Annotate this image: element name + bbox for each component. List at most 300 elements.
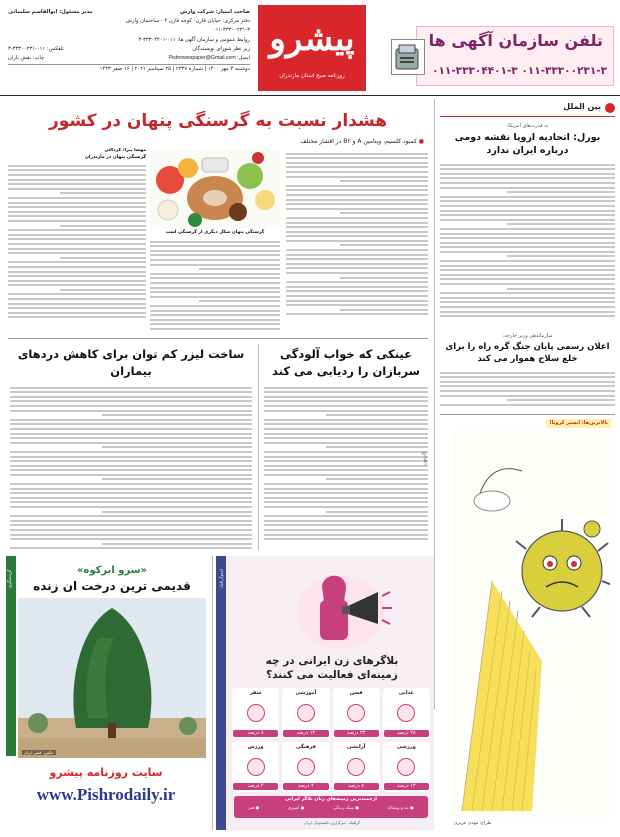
text-line — [8, 266, 146, 268]
text-line — [286, 157, 428, 159]
text-line — [150, 305, 280, 307]
text-line — [440, 283, 615, 285]
infographic-footer-item: ● مد و پوشاک — [387, 805, 414, 811]
text-line — [326, 511, 428, 513]
text-line — [440, 390, 615, 392]
text-line — [264, 506, 428, 508]
infographic-cell-value: ۲۳ درصد — [334, 730, 379, 737]
text-line — [440, 315, 615, 317]
text-line — [340, 180, 428, 182]
text-line — [150, 323, 280, 325]
infographic-cell — [282, 742, 329, 793]
text-line — [440, 395, 615, 397]
woman-megaphone-illustration — [286, 562, 396, 650]
infographic-side-label: اینفوگرافیک — [218, 568, 224, 589]
text-line — [286, 286, 428, 288]
text-line — [286, 162, 428, 164]
text-line — [440, 177, 615, 179]
text-line — [10, 474, 252, 476]
glasses-headline: عینکی که خواب آلودگی سربازان را ردیابی می کند — [272, 347, 420, 378]
infographic-cell — [383, 742, 430, 793]
laser-body-text — [10, 384, 252, 552]
text-line — [150, 277, 280, 279]
text-line — [10, 396, 252, 398]
license-holder: صاحب امتیاز: شرکت وارش — [180, 9, 250, 15]
text-line — [150, 291, 280, 293]
text-line — [286, 240, 428, 242]
text-line — [10, 520, 252, 522]
office-phone: ۰۱۱-۳۳۳۰۰۲۳۱-۳ — [212, 27, 250, 34]
infographic-cell-label: فرهنگی — [295, 743, 316, 750]
print-label: زیر نظر شورای نویسندگان — [192, 45, 250, 52]
text-line — [8, 179, 146, 181]
fax: تلفکس: ۰۱۱-۳۳۳۰۰۲۳۱-۳ — [8, 45, 64, 52]
text-line — [286, 171, 428, 173]
text-line — [8, 271, 146, 273]
cartoon-heading: بالاترین‌ها: ایشتر کرونا! — [546, 419, 611, 428]
cypress-side-bar — [6, 556, 16, 756]
text-line — [440, 311, 615, 313]
printer: چاپ: نقش باران — [8, 55, 45, 62]
category-icon — [297, 704, 315, 722]
text-line — [10, 465, 252, 467]
text-line — [440, 269, 615, 271]
text-line — [10, 405, 252, 407]
infographic-cell-value: ۴ درصد — [283, 783, 328, 790]
text-line — [8, 243, 146, 245]
text-line — [102, 446, 252, 448]
website-link[interactable]: www.Pishrodaily.ir — [36, 785, 176, 804]
text-line — [10, 400, 252, 402]
text-line — [440, 173, 615, 175]
email: ایمیل: Pishrowespaper@Gmail.com — [168, 55, 250, 62]
infographic-box — [216, 556, 434, 830]
infographic-cell-value: ۲۸ درصد — [384, 730, 429, 737]
bullet-icon: ● — [418, 138, 424, 145]
infographic-footer-item: ● هنر — [248, 805, 260, 811]
infographic-cell — [333, 688, 380, 739]
infographic-footer-item: ● آشپزی — [287, 805, 305, 811]
text-line — [264, 469, 428, 471]
infographic-cell-value: ۱۲ درصد — [283, 730, 328, 737]
infographic-cell-label: ورزشی — [396, 743, 416, 750]
text-line — [102, 478, 252, 480]
text-line — [150, 296, 280, 298]
ad-phone-box — [416, 26, 614, 86]
text-line — [440, 200, 615, 202]
intl-kicker-2: سازماندهی وزیر خارجه: — [502, 333, 553, 339]
food-image-caption: گرسنگی پنهان شکل دیگری از گرسنگی است — [165, 230, 265, 235]
intl-body — [440, 161, 615, 329]
text-line — [150, 245, 280, 247]
intl-headline: بورل: اتحادیه اروپا نقشه دومی درباره ایران ندارد — [454, 132, 601, 156]
text-line — [8, 165, 146, 167]
text-line — [264, 419, 428, 421]
text-line — [440, 242, 615, 244]
text-line — [264, 391, 428, 393]
text-line — [440, 196, 615, 198]
infographic-source: گرافیک: خبرگزاری دانشجویان ایران — [303, 820, 361, 825]
infographic-cell-label: ورزش — [247, 743, 264, 750]
text-line — [264, 474, 428, 476]
text-line — [286, 194, 428, 196]
text-line — [440, 233, 615, 235]
main-subheadline-text: کمبود کلسیم، ویتامین A و B۲ در اقشار مختلف — [300, 138, 417, 145]
text-line — [8, 252, 146, 254]
text-line — [10, 501, 252, 503]
logo — [258, 5, 366, 91]
text-line — [264, 400, 428, 402]
text-line — [60, 192, 146, 194]
text-line — [199, 268, 280, 270]
category-icon — [347, 758, 365, 776]
category-icon — [397, 758, 415, 776]
category-icon — [247, 758, 265, 776]
main-body-left — [8, 148, 146, 334]
text-line — [264, 534, 428, 536]
infographic-cell-label: سفر — [249, 690, 262, 696]
cartoon-image — [452, 431, 610, 817]
text-line — [150, 310, 280, 312]
text-line — [286, 185, 428, 187]
infographic-footer-heading: ارجمندترین زمینه‌های زنان بلاگر ایرانی — [285, 797, 377, 802]
text-line — [10, 410, 252, 412]
text-line — [286, 249, 428, 251]
text-line — [8, 174, 146, 176]
text-line — [286, 203, 428, 205]
text-line — [8, 183, 146, 185]
text-line — [8, 280, 146, 282]
main-headline: هشدار نسبت به گرسنگی پنهان در کشور — [48, 111, 388, 131]
text-line — [8, 215, 146, 217]
text-line — [286, 272, 428, 274]
intl-headline-2: اعلان رسمی پایان جنگ گره راه را برای خلع سلاح هموار می کند — [445, 342, 610, 364]
text-line — [264, 456, 428, 458]
text-line — [440, 237, 615, 239]
text-line — [440, 164, 615, 166]
text-line — [264, 442, 428, 444]
phone-icon — [391, 39, 425, 75]
text-line — [10, 524, 252, 526]
main-body-right — [286, 150, 428, 334]
text-line — [264, 460, 428, 462]
text-line — [440, 301, 615, 303]
text-line — [10, 419, 252, 421]
author-note: مهسا پیرا: کردکلی — [104, 148, 146, 153]
text-line — [286, 258, 428, 260]
text-line — [264, 492, 428, 494]
text-line — [264, 483, 428, 485]
text-line — [150, 273, 280, 275]
text-line — [10, 483, 252, 485]
text-line — [102, 414, 252, 416]
text-line — [286, 263, 428, 265]
text-line — [340, 309, 428, 311]
intl-column — [440, 99, 615, 409]
category-icon — [347, 704, 365, 722]
text-line — [150, 250, 280, 252]
text-line — [440, 187, 615, 189]
column-rule — [434, 99, 435, 709]
text-line — [326, 414, 428, 416]
cartoon-credit: طراح: مهدی عزیزی — [454, 820, 492, 826]
text-line — [60, 225, 146, 227]
infographic-cell-label: فشن — [349, 690, 363, 696]
cartoon-box — [421, 414, 615, 829]
main-body-text — [8, 162, 146, 334]
text-line — [286, 217, 428, 219]
text-line — [507, 288, 616, 290]
text-line — [10, 442, 252, 444]
text-line — [150, 264, 280, 266]
text-line — [507, 255, 616, 257]
laser-body — [10, 384, 252, 552]
text-line — [8, 169, 146, 171]
infographic-footer-items — [234, 805, 428, 811]
text-line — [150, 328, 280, 330]
text-line — [286, 153, 428, 155]
text-line — [286, 176, 428, 178]
text-line — [326, 446, 428, 448]
section-rule — [8, 338, 428, 339]
text-line — [286, 235, 428, 237]
cypress-headline-1: «سرو ابرکوه» — [76, 565, 148, 576]
text-line — [264, 520, 428, 522]
text-line — [264, 396, 428, 398]
infographic-cell — [232, 742, 279, 793]
text-line — [264, 433, 428, 435]
infographic-cell — [333, 742, 380, 793]
text-line — [340, 212, 428, 214]
text-line — [440, 246, 615, 248]
text-line — [286, 295, 428, 297]
text-line — [102, 511, 252, 513]
text-line — [286, 290, 428, 292]
text-line — [60, 257, 146, 259]
cypress-box — [6, 556, 206, 830]
text-line — [8, 229, 146, 231]
infographic-footer-item: ● سبک زندگی — [333, 805, 359, 811]
text-line — [264, 387, 428, 389]
text-line — [264, 515, 428, 517]
cypress-photo — [18, 598, 206, 758]
text-line — [440, 381, 615, 383]
text-line — [150, 241, 280, 243]
text-line — [440, 214, 615, 216]
text-line — [340, 277, 428, 279]
text-line — [8, 248, 146, 250]
text-line — [10, 387, 252, 389]
infographic-title-1: بلاگرهای زن ایرانی در چه — [265, 655, 399, 667]
food-image — [150, 150, 280, 228]
text-line — [264, 437, 428, 439]
infographic-grid — [232, 688, 430, 792]
text-line — [10, 497, 252, 499]
text-line — [10, 423, 252, 425]
text-line — [440, 182, 615, 184]
column-rule — [258, 344, 259, 550]
text-line — [440, 274, 615, 276]
text-line — [8, 307, 146, 309]
text-line — [286, 300, 428, 302]
text-line — [10, 428, 252, 430]
text-line — [8, 298, 146, 300]
text-line — [264, 405, 428, 407]
text-line — [440, 210, 615, 212]
intl-kicker: به قدرت‌های آمریکا: — [506, 123, 549, 129]
main-body-text — [150, 238, 280, 334]
text-line — [507, 399, 616, 401]
text-line — [8, 316, 146, 318]
text-line — [286, 199, 428, 201]
glasses-body — [264, 384, 428, 552]
text-line — [199, 300, 280, 302]
text-line — [102, 543, 252, 545]
text-line — [440, 278, 615, 280]
text-line — [286, 267, 428, 269]
text-line — [264, 497, 428, 499]
text-line — [8, 188, 146, 190]
text-line — [440, 251, 615, 253]
text-line — [440, 219, 615, 221]
infographic-title-2: زمینه‌ای فعالیت می کنند؟ — [266, 669, 398, 681]
cypress-side-label: گردشگری — [7, 569, 13, 589]
infographic-cell-value: ۴ درصد — [233, 783, 278, 790]
text-line — [440, 292, 615, 294]
text-line — [440, 306, 615, 308]
text-line — [286, 226, 428, 228]
text-line — [440, 385, 615, 387]
text-line — [10, 469, 252, 471]
intl-section-header — [440, 101, 615, 117]
text-line — [10, 515, 252, 517]
date-line: دوشنبه ۳ مهر ۱۴۰۰ | شماره ۲۳۳۷ | ۲۵ سپتامبر ۲۰۲۱ | ۱۶ صفر ۱۴۴۳ — [8, 64, 250, 74]
infographic-footer — [234, 796, 428, 818]
text-line — [150, 287, 280, 289]
ad-phone-title: تلفن سازمان آگهی ها — [428, 31, 603, 50]
text-line — [286, 254, 428, 256]
text-line — [10, 534, 252, 536]
office-address: دفتر مرکزی: خیابان قارن- کوچه قارن ۴ - ساختمان وارش — [125, 18, 250, 25]
text-line — [150, 282, 280, 284]
text-line — [440, 297, 615, 299]
text-line — [8, 197, 146, 199]
text-line — [150, 319, 280, 321]
text-line — [264, 488, 428, 490]
text-line — [8, 202, 146, 204]
infographic-cell-value: ۸ درصد — [233, 730, 278, 737]
text-line — [264, 410, 428, 412]
infographic-cell-label: غذایی — [398, 690, 414, 696]
text-line — [10, 488, 252, 490]
text-line — [440, 404, 615, 406]
text-line — [286, 231, 428, 233]
text-line — [440, 168, 615, 170]
text-line — [264, 451, 428, 453]
infographic-side-bar — [216, 556, 226, 830]
text-line — [340, 244, 428, 246]
text-line — [264, 538, 428, 540]
text-line — [8, 238, 146, 240]
category-icon — [247, 704, 265, 722]
text-line — [264, 501, 428, 503]
text-line — [286, 222, 428, 224]
text-line — [286, 208, 428, 210]
text-line — [10, 437, 252, 439]
text-line — [10, 451, 252, 453]
intl-section-label: بین الملل — [563, 102, 601, 111]
text-line — [150, 254, 280, 256]
infographic-cell — [232, 688, 279, 739]
text-line — [10, 456, 252, 458]
text-line — [8, 220, 146, 222]
cartoon-title: کارتون — [421, 451, 428, 466]
text-line — [440, 265, 615, 267]
ad-phone-numbers: ۰۱۱-۳۳۳۰۰۲۳۱-۳ ۰۱۱-۳۳۳۰۴۴۰۱-۳ — [432, 65, 607, 77]
glasses-body-text — [264, 384, 428, 552]
cypress-headline-2: قدیمی ترین درخت ان زنده — [33, 579, 191, 593]
column-rule — [212, 556, 213, 830]
cypress-photo-caption: عکس: قصر ابران — [24, 750, 54, 755]
text-line — [286, 304, 428, 306]
text-line — [150, 259, 280, 261]
director: مدیر مسئول: ابوالقاسم سلیمانی — [8, 9, 93, 15]
infographic-cell-label: آرایشی — [346, 743, 366, 750]
main-subhead-2: گرسنگی پنهان در مازندران — [84, 155, 146, 161]
text-line — [507, 191, 616, 193]
text-line — [286, 281, 428, 283]
text-line — [150, 314, 280, 316]
text-line — [8, 234, 146, 236]
text-line — [8, 303, 146, 305]
text-line — [8, 261, 146, 263]
text-line — [286, 313, 428, 315]
logo-sub: روزنامه صبح استان مازندران — [279, 73, 345, 79]
text-line — [10, 547, 252, 549]
logo-text: پیشرو — [269, 19, 355, 59]
infographic-cell-label: آموزشی — [295, 690, 317, 696]
text-line — [440, 260, 615, 262]
text-line — [60, 289, 146, 291]
main-body-center — [150, 238, 280, 334]
infographic-cell — [383, 688, 430, 739]
text-line — [286, 166, 428, 168]
text-line — [264, 529, 428, 531]
text-line — [10, 391, 252, 393]
text-line — [8, 293, 146, 295]
laser-headline: ساخت لیزر کم توان برای کاهش دردهای بیماران — [17, 347, 245, 378]
main-body-text — [286, 150, 428, 334]
infographic-cell — [282, 688, 329, 739]
intl-body-2 — [440, 369, 615, 409]
text-line — [10, 433, 252, 435]
infographic-cell-value: ۱۳ درصد — [384, 783, 429, 790]
text-line — [440, 205, 615, 207]
text-line — [440, 228, 615, 230]
section-icon — [605, 103, 615, 113]
text-line — [264, 428, 428, 430]
text-line — [264, 465, 428, 467]
main-subheadline — [8, 138, 428, 146]
text-line — [8, 206, 146, 208]
text-line — [10, 460, 252, 462]
text-line — [10, 529, 252, 531]
category-icon — [297, 758, 315, 776]
text-line — [10, 538, 252, 540]
text-line — [326, 478, 428, 480]
text-line — [440, 372, 615, 374]
text-line — [440, 376, 615, 378]
